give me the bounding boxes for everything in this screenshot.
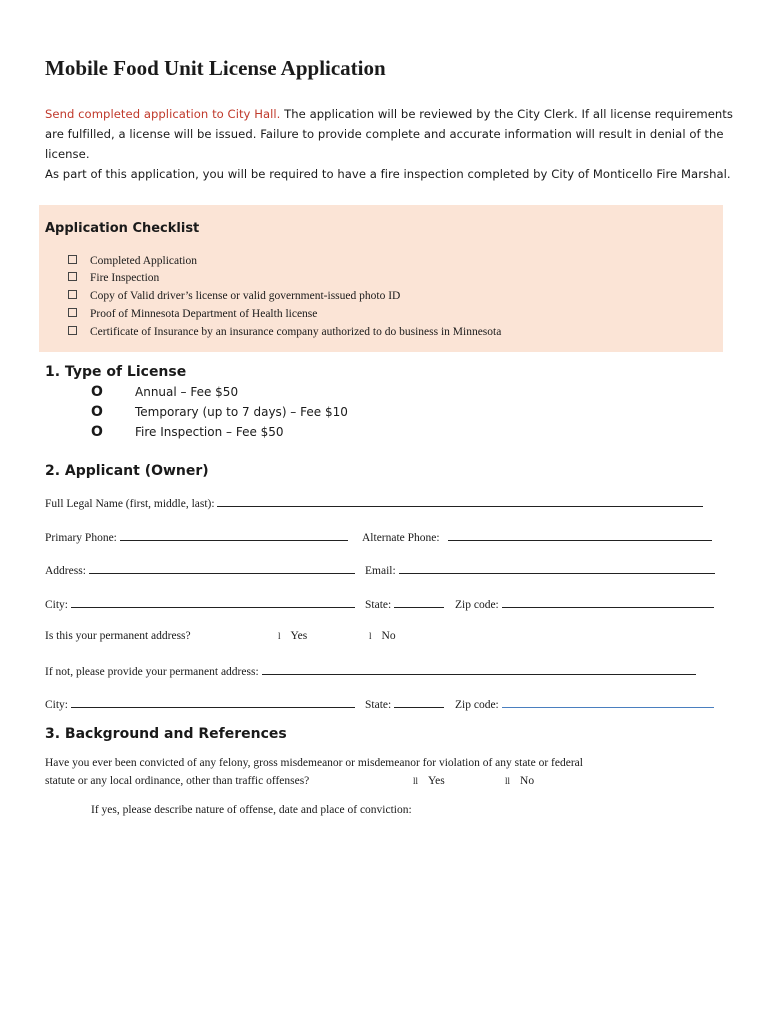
checklist-item	[68, 255, 197, 267]
no-label: No	[381, 630, 396, 642]
permanent-address-label: If not, please provide your permanent address:	[45, 666, 259, 678]
checkbox-icon[interactable]: ll	[413, 776, 419, 786]
checklist-item	[68, 272, 159, 284]
checkbox-icon[interactable]	[68, 255, 77, 264]
checkbox-icon[interactable]	[68, 308, 77, 317]
conviction-yes-option[interactable]	[413, 774, 445, 788]
address-field[interactable]	[45, 562, 355, 578]
state2-label: State:	[365, 699, 392, 711]
conviction-no-option[interactable]	[505, 774, 534, 788]
zip-field[interactable]	[455, 596, 714, 612]
state2-input[interactable]	[394, 696, 444, 708]
checklist-item-label: Certificate of Insurance by an insurance company authorized to do business in Minnesota	[90, 326, 502, 338]
zip2-label: Zip code:	[455, 699, 499, 711]
city2-field[interactable]	[45, 696, 355, 712]
license-option-temporary[interactable]	[91, 404, 348, 420]
full-name-label: Full Legal Name (first, middle, last):	[45, 498, 215, 510]
zip2-input[interactable]	[502, 696, 714, 708]
checkbox-icon[interactable]: ll	[505, 776, 511, 786]
zip-label: Zip code:	[455, 599, 499, 611]
state-field[interactable]	[365, 596, 444, 612]
city-label: City:	[45, 599, 69, 611]
state-input[interactable]	[394, 596, 444, 608]
state-label: State:	[365, 599, 392, 611]
permanent-address-input[interactable]	[262, 663, 696, 675]
city-field[interactable]	[45, 596, 355, 612]
checkbox-icon[interactable]	[68, 326, 77, 335]
permanent-address-question: Is this your permanent address?	[45, 630, 191, 642]
permanent-no-option[interactable]	[369, 629, 396, 643]
email-label: Email:	[365, 565, 396, 577]
full-name-field[interactable]	[45, 495, 703, 511]
alternate-phone-input[interactable]	[448, 529, 712, 541]
email-input[interactable]	[399, 562, 715, 574]
radio-icon[interactable]: O	[91, 424, 103, 440]
conviction-question-line2: statute or any local ordinance, other than traffic offenses?	[45, 775, 310, 787]
license-option-label: Fire Inspection – Fee $50	[135, 425, 284, 439]
checkbox-icon[interactable]: l	[369, 631, 372, 641]
license-type-heading: 1. Type of License	[45, 364, 187, 380]
yes-label: Yes	[428, 775, 445, 787]
email-field[interactable]	[365, 562, 715, 578]
checklist-item-label: Fire Inspection	[90, 272, 160, 284]
checklist-item-label: Copy of Valid driver’s license or valid government-issued photo ID	[90, 290, 401, 302]
city2-label: City:	[45, 699, 69, 711]
permanent-yes-option[interactable]	[278, 629, 307, 643]
checklist-item-label: Proof of Minnesota Department of Health license	[90, 308, 318, 320]
intro-paragraph	[45, 104, 735, 184]
address-input[interactable]	[89, 562, 355, 574]
radio-icon[interactable]: O	[91, 404, 103, 420]
background-heading: 3. Background and References	[45, 726, 287, 742]
checklist-item-label: Completed Application	[90, 255, 197, 267]
city-input[interactable]	[71, 596, 355, 608]
state2-field[interactable]	[365, 696, 444, 712]
permanent-address-field[interactable]	[45, 663, 696, 679]
checklist-item	[68, 326, 501, 338]
license-option-fire-inspection[interactable]	[91, 424, 284, 440]
alternate-phone-label: Alternate Phone:	[362, 532, 440, 544]
checklist-item	[68, 308, 317, 320]
checklist-heading: Application Checklist	[45, 221, 200, 236]
checkbox-icon[interactable]	[68, 272, 77, 281]
conviction-question-line1: Have you ever been convicted of any felony, gross misdemeanor or misdemeanor for violation of any state or federal	[45, 757, 583, 769]
alternate-phone-field[interactable]	[362, 529, 712, 545]
license-option-label: Annual – Fee $50	[135, 385, 239, 399]
intro-fire-note: As part of this application, you will be required to have a fire inspection completed by City of Monticello Fire Marshal.	[45, 167, 731, 181]
primary-phone-input[interactable]	[120, 529, 348, 541]
page-title: Mobile Food Unit License Application	[45, 56, 386, 80]
conviction-describe-label: If yes, please describe nature of offense, date and place of conviction:	[91, 804, 412, 816]
checklist-item	[68, 290, 400, 302]
intro-text: The application will be reviewed by the City Clerk. If all license requirements are fulfilled, a license will be issued. Failure to provide complete and accurate information will result in denial of the license.	[45, 107, 733, 161]
checkbox-icon[interactable]: l	[278, 631, 281, 641]
intro-highlight: Send completed application to City Hall.	[45, 107, 281, 121]
applicant-heading: 2. Applicant (Owner)	[45, 463, 209, 479]
license-option-annual[interactable]	[91, 384, 238, 400]
full-name-input[interactable]	[217, 495, 703, 507]
yes-label: Yes	[290, 630, 308, 642]
no-label: No	[520, 775, 535, 787]
city2-input[interactable]	[71, 696, 355, 708]
primary-phone-field[interactable]	[45, 529, 348, 545]
address-label: Address:	[45, 565, 86, 577]
checkbox-icon[interactable]	[68, 290, 77, 299]
radio-icon[interactable]: O	[91, 384, 103, 400]
license-option-label: Temporary (up to 7 days) – Fee $10	[135, 405, 348, 419]
zip-input[interactable]	[502, 596, 714, 608]
primary-phone-label: Primary Phone:	[45, 532, 117, 544]
zip2-field[interactable]	[455, 696, 714, 712]
